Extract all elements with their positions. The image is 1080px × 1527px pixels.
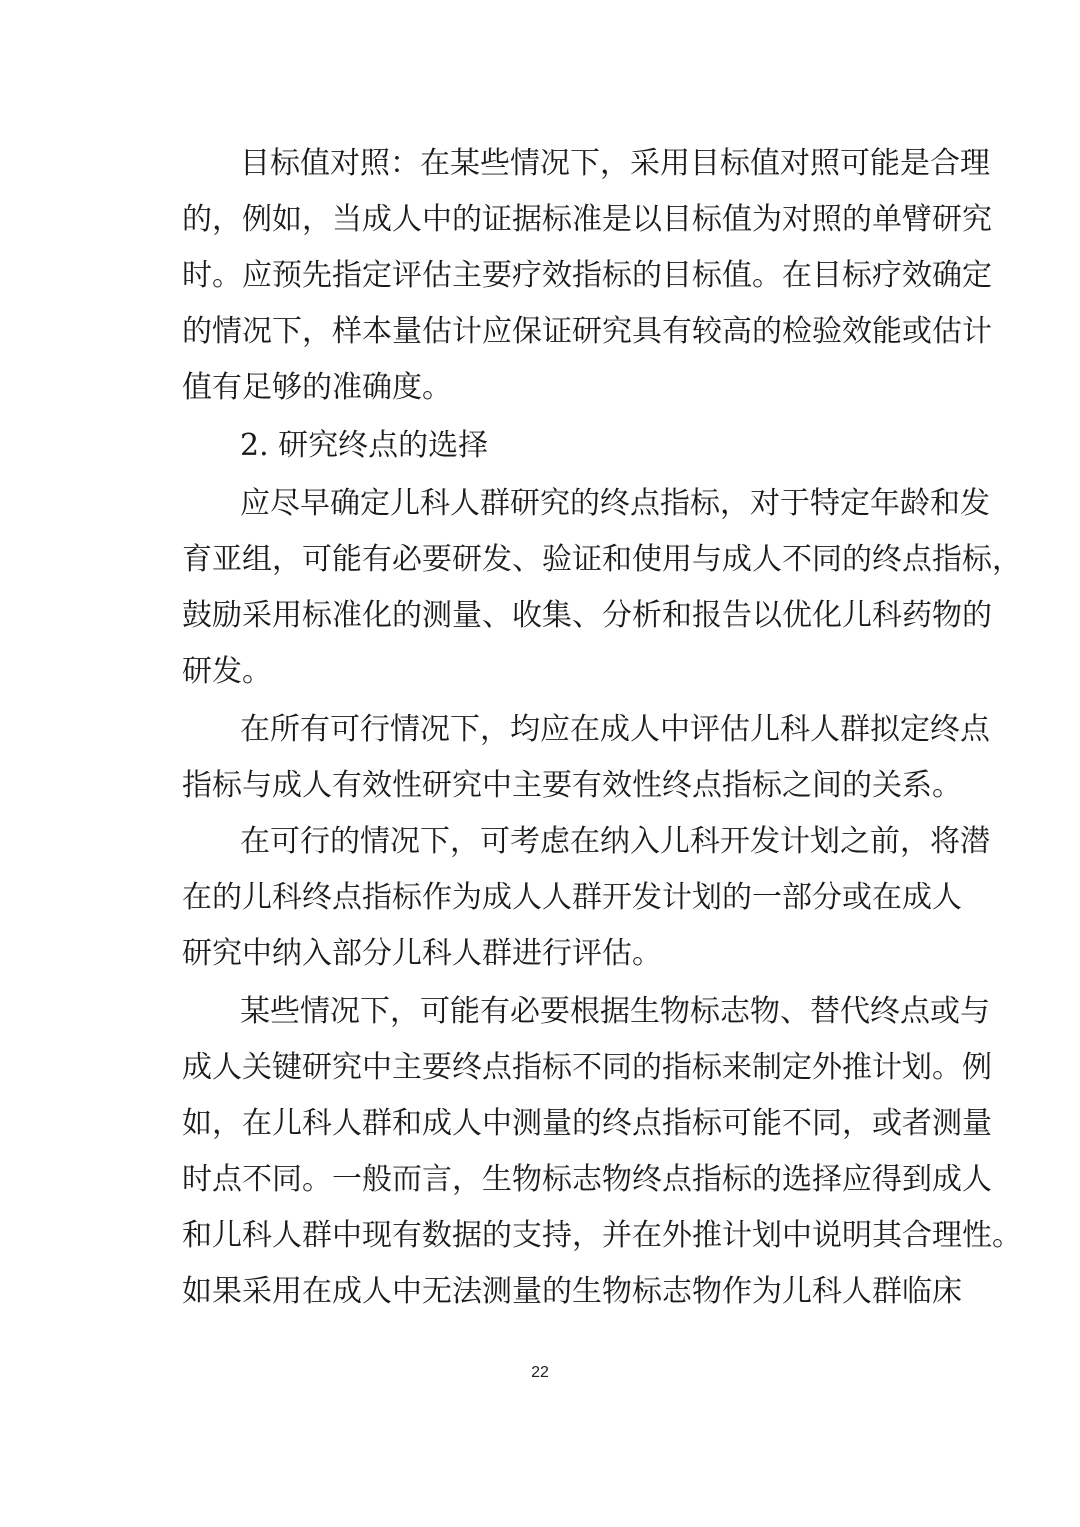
paragraph-line: 时。应预先指定评估主要疗效指标的目标值。在目标疗效确定	[182, 258, 992, 293]
paragraph-line: 如果采用在成人中无法测量的生物标志物作为儿科人群临床	[182, 1274, 962, 1309]
paragraph-line: 目标值对照：在某些情况下，采用目标值对照可能是合理	[240, 146, 990, 181]
paragraph-line: 的情况下，样本量估计应保证研究具有较高的检验效能或估计	[182, 314, 992, 349]
paragraph-line: 在可行的情况下，可考虑在纳入儿科开发计划之前，将潜	[240, 824, 990, 859]
paragraph-line: 应尽早确定儿科人群研究的终点指标，对于特定年龄和发	[240, 486, 990, 521]
paragraph-line: 成人关键研究中主要终点指标不同的指标来制定外推计划。例	[182, 1050, 992, 1085]
paragraph-line: 鼓励采用标准化的测量、收集、分析和报告以优化儿科药物的	[182, 598, 992, 633]
paragraph-line: 和儿科人群中现有数据的支持，并在外推计划中说明其合理性。	[182, 1218, 1022, 1253]
paragraph-line: 在所有可行情况下，均应在成人中评估儿科人群拟定终点	[240, 712, 990, 747]
paragraph-line: 指标与成人有效性研究中主要有效性终点指标之间的关系。	[182, 768, 962, 803]
paragraph-line: 研发。	[182, 654, 272, 689]
paragraph-line: 在的儿科终点指标作为成人人群开发计划的一部分或在成人	[182, 880, 962, 915]
section-heading: 2. 研究终点的选择	[240, 428, 489, 463]
paragraph-line: 如，在儿科人群和成人中测量的终点指标可能不同，或者测量	[182, 1106, 992, 1141]
paragraph-line: 育亚组，可能有必要研发、验证和使用与成人不同的终点指标，	[182, 542, 1022, 577]
paragraph-line: 时点不同。一般而言，生物标志物终点指标的选择应得到成人	[182, 1162, 992, 1197]
paragraph-line: 值有足够的准确度。	[182, 370, 452, 405]
paragraph-line: 某些情况下，可能有必要根据生物标志物、替代终点或与	[240, 994, 990, 1029]
paragraph-line: 的，例如，当成人中的证据标准是以目标值为对照的单臂研究	[182, 202, 992, 237]
paragraph-line: 研究中纳入部分儿科人群进行评估。	[182, 936, 662, 971]
page-number: 22	[531, 1364, 549, 1381]
